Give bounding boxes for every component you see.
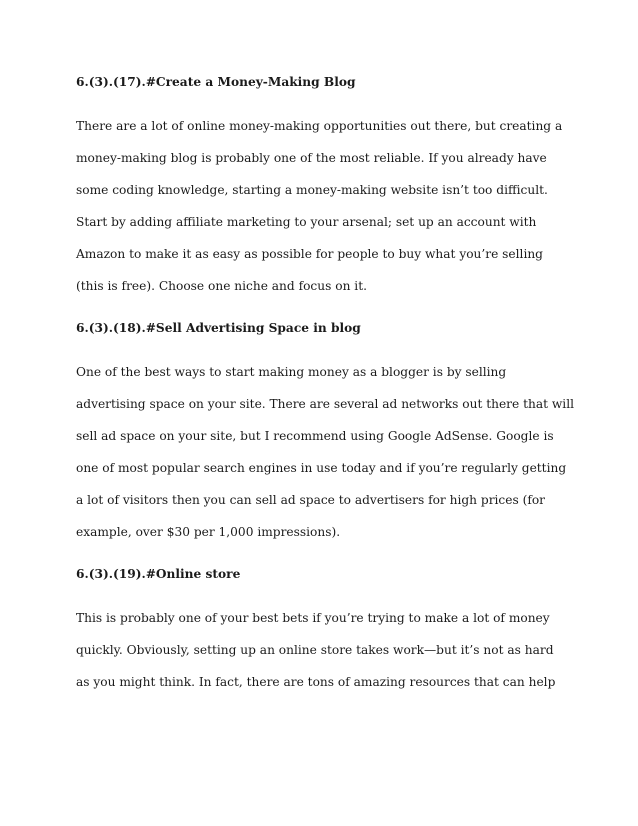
paragraph-line: as you might think. In fact, there are tons of amazing resources that can help — [76, 675, 556, 689]
paragraph-line: one of most popular search engines in use today and if you’re regularly getting — [76, 461, 567, 475]
section-sell-advertising — [76, 316, 576, 548]
paragraph-line: (this is free). Choose one niche and focus on it. — [76, 279, 367, 293]
section-heading: 6.(3).(19).#Online store — [76, 567, 241, 581]
paragraph-line: sell ad space on your site, but I recommend using Google AdSense. Google is — [76, 429, 554, 443]
paragraph-line: Amazon to make it as easy as possible for people to buy what you’re selling — [76, 247, 543, 261]
paragraph-line: some coding knowledge, starting a money-making website isn’t too difficult. — [76, 183, 548, 197]
section-heading: 6.(3).(18).#Sell Advertising Space in blog — [76, 321, 361, 335]
paragraph-line: quickly. Obviously, setting up an online store takes work—but it’s not as hard — [76, 643, 554, 657]
section-heading: 6.(3).(17).#Create a Money-Making Blog — [76, 75, 356, 89]
paragraph-line: Start by adding affiliate marketing to your arsenal; set up an account with — [76, 215, 537, 229]
section-create-blog — [76, 70, 576, 302]
paragraph-line: advertising space on your site. There are several ad networks out there that will — [76, 397, 575, 411]
document-page — [76, 70, 576, 698]
paragraph-line: a lot of visitors then you can sell ad space to advertisers for high prices (for — [76, 493, 546, 507]
section-online-store — [76, 562, 576, 698]
paragraph-line: This is probably one of your best bets if you’re trying to make a lot of money — [76, 611, 550, 625]
paragraph-line: example, over $30 per 1,000 impressions). — [76, 525, 341, 539]
paragraph-line: One of the best ways to start making money as a blogger is by selling — [76, 365, 507, 379]
paragraph-line: There are a lot of online money-making opportunities out there, but creating a — [76, 119, 563, 133]
paragraph-line: money-making blog is probably one of the most reliable. If you already have — [76, 151, 547, 165]
